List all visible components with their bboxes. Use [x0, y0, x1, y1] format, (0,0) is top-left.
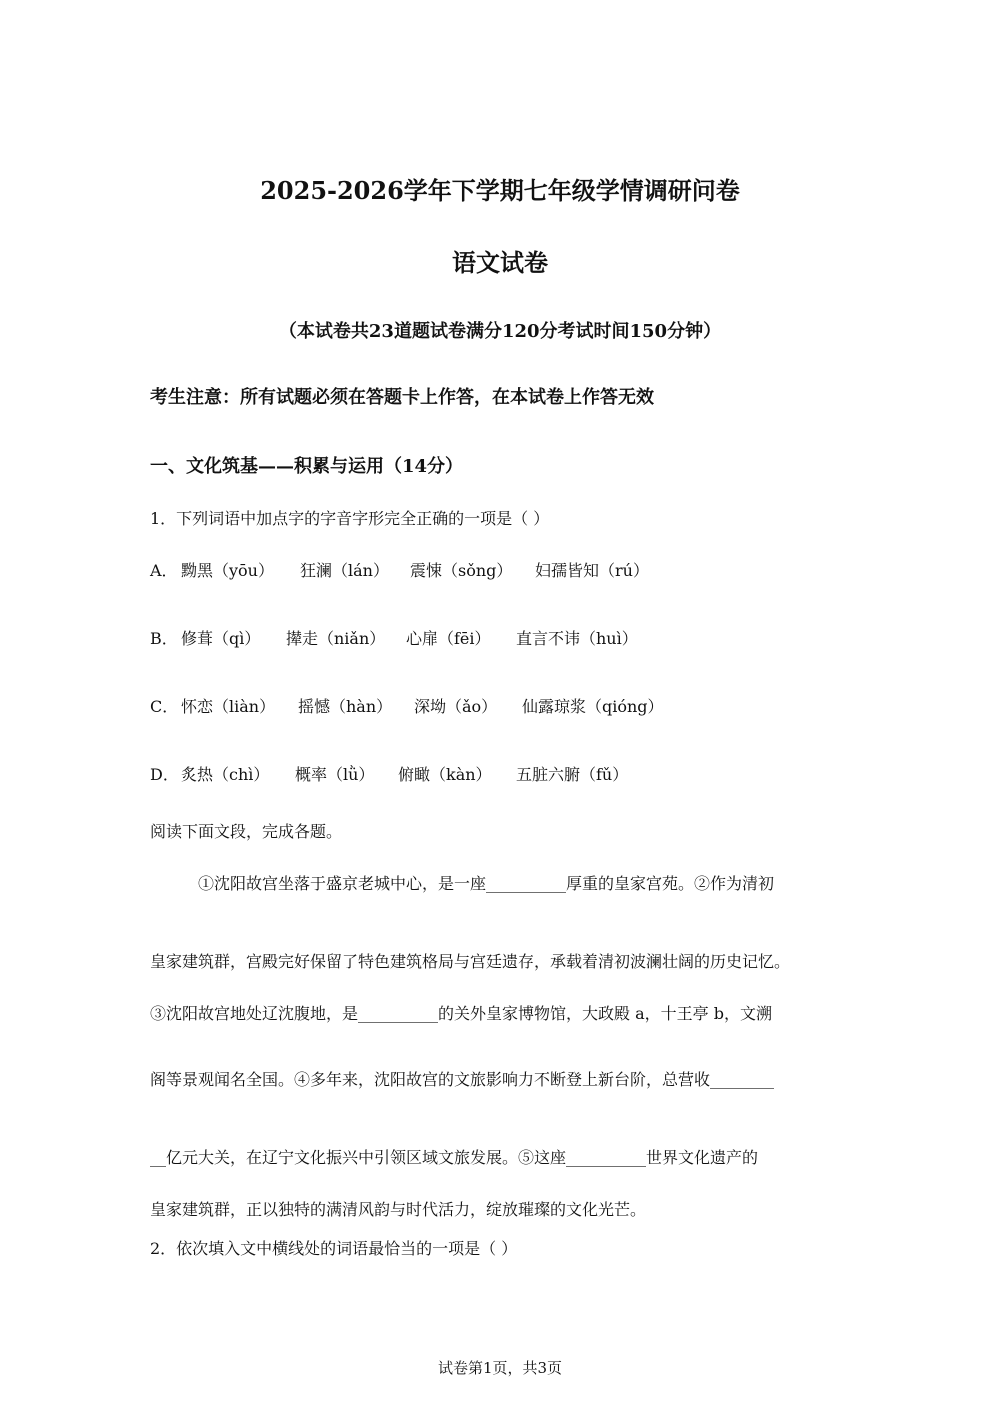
option-label: B．: [150, 629, 178, 648]
passage-line: __亿元大关，在辽宁文化振兴中引领区域文旅发展。⑤这座__________世界文化遗产的: [150, 1148, 759, 1167]
passage-line: ③沈阳故宫地处辽沈腹地，是__________的关外皇家博物馆，大政殿 a，十王亭 b，文溯: [150, 1004, 772, 1023]
option-label: D．: [150, 765, 179, 784]
option-item: 直言不讳（huì）: [516, 629, 638, 648]
option-item: 炙热（chì）: [181, 765, 270, 784]
option-item: 五脏六腑（fǔ）: [516, 765, 629, 784]
option-item: 摇憾（hàn）: [298, 697, 393, 716]
option-item: 怀恋（liàn）: [181, 697, 276, 716]
passage-line: 皇家建筑群，宫殿完好保留了特色建筑格局与宫廷遗存，承载着清初波澜壮阔的历史记忆。: [150, 952, 791, 971]
passage-line: 阁等景观闻名全国。④多年来，沈阳故宫的文旅影响力不断登上新台阶，总营收________: [150, 1070, 775, 1089]
page-footer: 试卷第1页，共3页: [437, 1359, 563, 1377]
option-item: 狂澜（lán）: [300, 561, 389, 580]
option-item: 震悚（sǒng）: [410, 561, 513, 580]
exam-notice: 考生注意：所有试题必须在答题卡上作答，在本试卷上作答无效: [150, 387, 654, 408]
option-item: 概率（lǜ）: [295, 765, 375, 784]
reading-intro: 阅读下面文段，完成各题。: [150, 822, 343, 841]
passage-line: ①沈阳故宫坐落于盛京老城中心，是一座__________厚重的皇家宫苑。②作为清初: [198, 874, 775, 893]
option-item: 仙露琼浆（qióng）: [522, 697, 664, 716]
question-2-stem: 2．依次填入文中横线处的词语最恰当的一项是（ ）: [150, 1239, 518, 1258]
exam-title: 2025-2026学年下学期七年级学情调研问卷: [260, 176, 740, 205]
option-label: C．: [150, 697, 179, 716]
option-item: 深坳（ǎo）: [414, 697, 498, 716]
option-label: A．: [150, 561, 178, 580]
exam-info: （本试卷共23道题试卷满分120分考试时间150分钟）: [278, 321, 722, 342]
option-item: 俯瞰（kàn）: [398, 765, 492, 784]
option-item: 修葺（qì）: [181, 629, 261, 648]
option-item: 撵走（niǎn）: [286, 629, 386, 648]
section-heading: 一、文化筑基——积累与运用（14分）: [150, 456, 464, 477]
option-item: 妇孺皆知（rú）: [535, 561, 649, 580]
question-1-stem: 1．下列词语中加点字的字音字形完全正确的一项是（ ）: [150, 509, 550, 528]
option-item: 心扉（fēi）: [406, 629, 491, 648]
passage-line: 皇家建筑群，正以独特的满清风韵与时代活力，绽放璀璨的文化光芒。: [150, 1200, 647, 1219]
option-item: 黝黑（yōu）: [181, 561, 274, 580]
subject-title: 语文试卷: [452, 248, 548, 277]
